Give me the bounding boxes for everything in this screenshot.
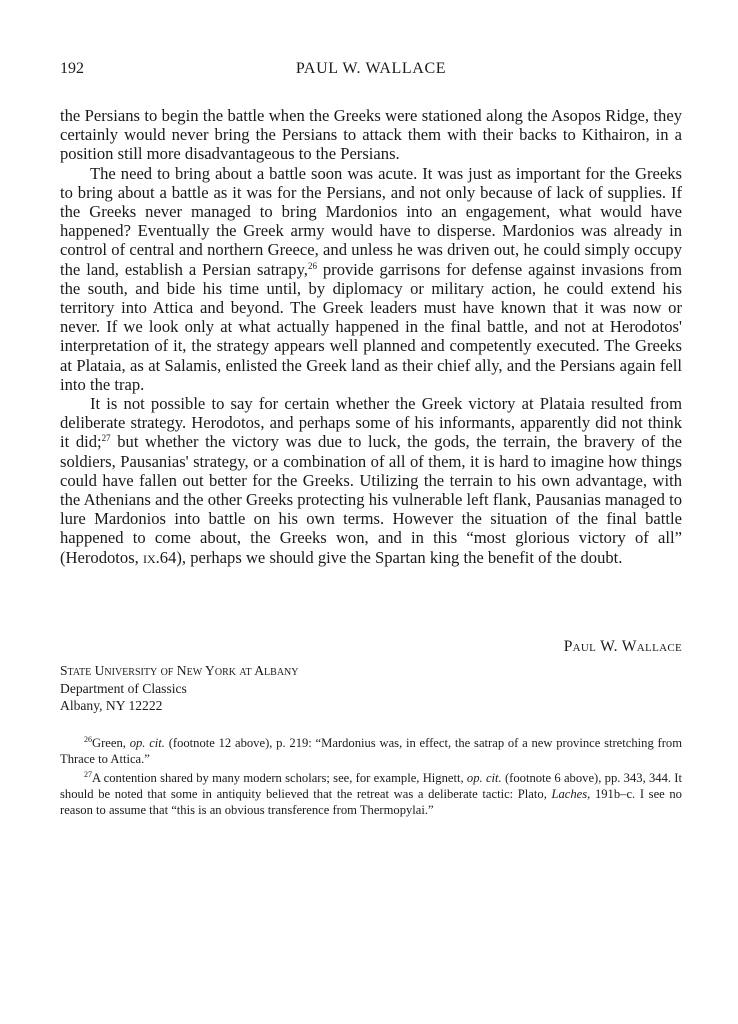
footnote-26 — [60, 735, 682, 767]
body-text — [60, 106, 682, 567]
footnote-text: (footnote 12 above), p. 219: “Mardonius was, in effect, the satrap of a new province stretching from Thrace to Attica.” — [60, 736, 682, 766]
department: Department of Classics — [60, 680, 187, 696]
footnote-text: , 191b–c. I see no reason to assume that “this is an obvious transference from Thermopylai.” — [60, 787, 682, 817]
author-affiliation — [60, 662, 298, 715]
footnote-27 — [60, 770, 682, 818]
footnote-italic: op. cit. — [129, 736, 165, 750]
paragraph-2 — [60, 164, 682, 394]
paragraph-2-text-a: The need to bring about a battle soon was acute. It was just as important for the Greeks to bring about a battle as it was for the Persians, and not only because of lack of supplies. If the Greeks never managed to bring Mardonios into an engagement, what would have happened? Eventually the Greek army would have to disperse. Mardonios was already in control of central and northern Greece, and unless he was driven out, he could simply occupy the land, establish a Persian satrapy, — [60, 163, 682, 279]
paragraph-1 — [60, 106, 682, 164]
paragraph-3-text-b: but whether the victory was due to luck, the gods, the terrain, the bravery of the soldiers, Pausanias' strategy, or a combination of all of them, it is hard to imagine how things could have fallen out better for the Greeks. Utilizing the terrain to his own advantage, with the Athenians and the other Greeks protecting his vulnerable left flank, Pausanias managed to lure Mardonios into battle on his own terms. However the situation of the final battle happened to come about, the Greeks won, and in this “most glorious victory of all” (Herodotos, — [60, 432, 683, 567]
paragraph-2-text-b: provide garrisons for defense against invasions from the south, and bide his time until, by diplomacy or military action, he could extend his territory into Attica and beyond. The Greek leaders must have known that it was now or never. If we look only at what actually happened in the final battle, and not at Herodotos' interpretation of it, the strategy appears well planned and competently executed. The Greeks at Plataia, as at Salamis, enlisted the Greek land as their chief ally, and the Persians again fell into the trap. — [60, 259, 682, 394]
address: Albany, NY 12222 — [60, 698, 163, 713]
footnote-text: (footnote 6 above), pp. 343, 344. It should be noted that some in antiquity believed that the retreat was a deliberate tactic: Plato, — [60, 771, 682, 801]
author-signature: Paul W. Wallace — [563, 638, 682, 655]
footnote-text: Green, — [92, 736, 130, 750]
footnotes — [60, 735, 682, 821]
footnote-ref-27[interactable]: 27 — [101, 433, 111, 444]
paragraph-3-text-c: .64), perhaps we should give the Spartan king the benefit of the doubt. — [155, 547, 623, 567]
footnote-text: A contention shared by many modern scholars; see, for example, Hignett, — [92, 771, 467, 785]
paragraph-1-text: the Persians to begin the battle when the Greeks were stationed along the Asopos Ridge, they certainly would never bring the Persians to attack them with their backs to Kithairon, in a position still more disadvantageous to the Persians. — [60, 106, 682, 164]
footnote-italic: op. cit. — [466, 771, 502, 785]
running-head: PAUL W. WALLACE — [295, 60, 447, 77]
book-reference: ix — [142, 547, 156, 567]
footnote-italic: Laches — [551, 787, 588, 801]
page-number: 192 — [60, 60, 84, 77]
footnote-ref-26[interactable]: 26 — [307, 260, 317, 271]
footnote-number: 26 — [84, 735, 92, 744]
institution: State University of New York at Albany — [60, 663, 299, 678]
page-header — [60, 60, 682, 82]
footnote-number: 27 — [84, 770, 92, 779]
paragraph-3-text-a: It is not possible to say for certain whether the Greek victory at Plataia resulted from deliberate strategy. Herodotos, and perhaps some of his informants, apparently did not think it did; — [60, 394, 682, 452]
paragraph-3 — [60, 394, 682, 567]
